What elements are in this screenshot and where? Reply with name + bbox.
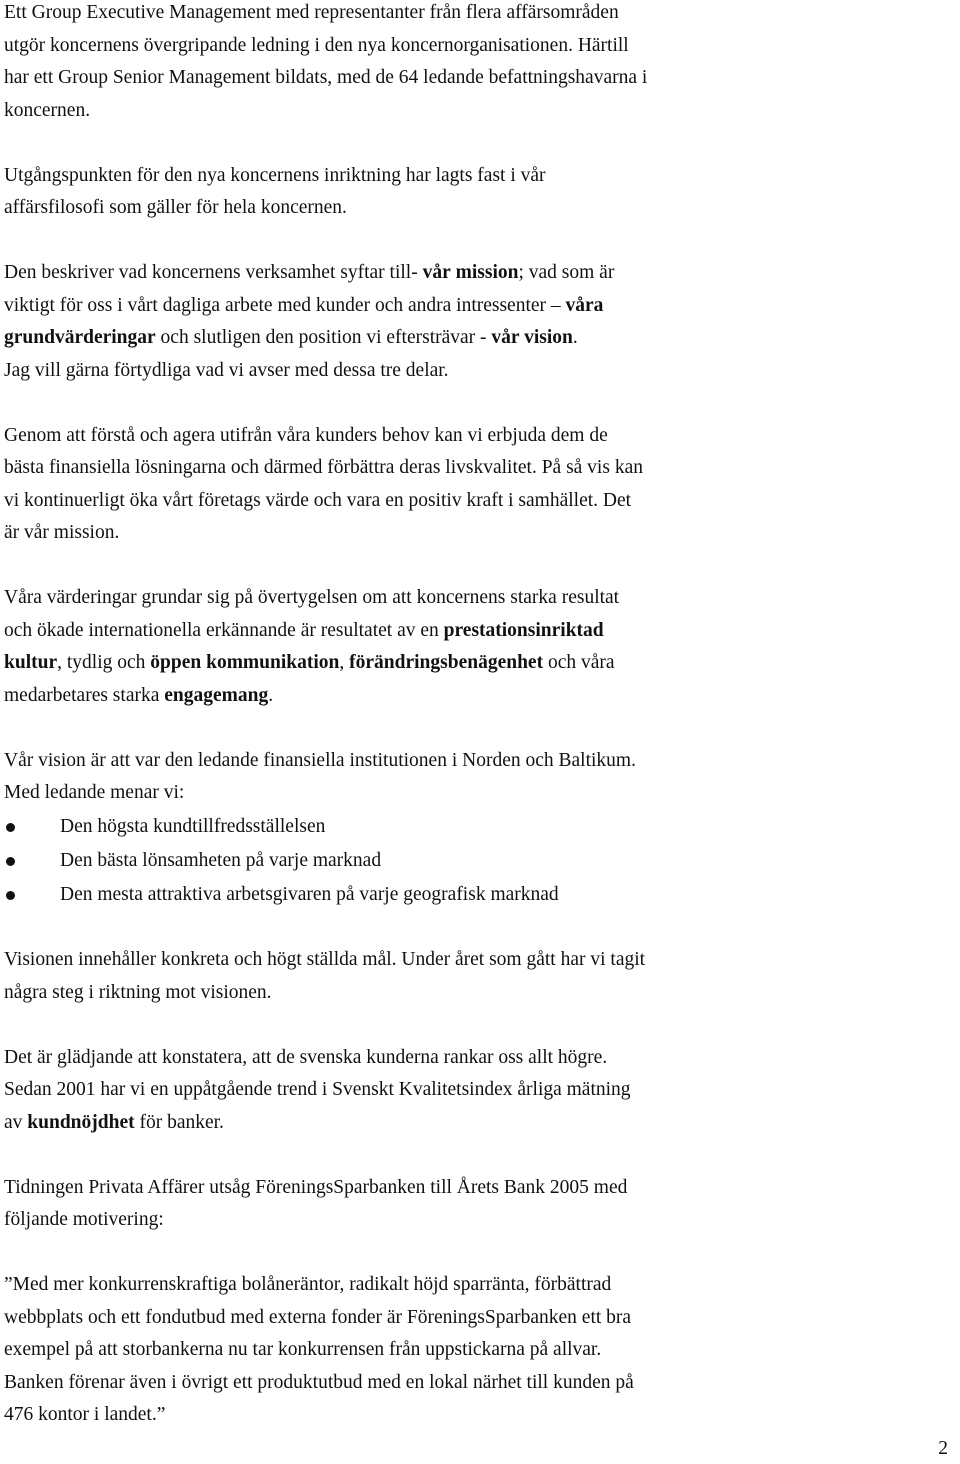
text-run: och ökade internationella erkännande är resultatet av en bbox=[4, 619, 444, 641]
bold-term-prestationsinriktad: prestationsinriktad bbox=[443, 619, 604, 641]
text-run: . bbox=[572, 327, 578, 348]
paragraph-customer-satisfaction bbox=[4, 1042, 954, 1140]
paragraph-values bbox=[4, 582, 954, 712]
text-line bbox=[4, 322, 954, 355]
text-line: Vår vision är att var den ledande finansiella institutionen i Norden och Baltikum. bbox=[4, 749, 636, 771]
text-line: bästa finansiella lösningarna och därmed förbättra deras livskvalitet. På så vis kan bbox=[4, 457, 643, 478]
list-item bbox=[4, 878, 954, 912]
text-run: Den beskriver vad koncernens verksamhet syftar till- bbox=[4, 262, 423, 283]
paragraph-mission-values-vision bbox=[4, 257, 954, 387]
text-run: , tydlig och bbox=[57, 652, 151, 673]
text-line: Genom att förstå och agera utifrån våra kunders behov kan vi erbjuda dem de bbox=[4, 424, 608, 446]
document-body bbox=[4, 0, 954, 1432]
text-line: Ett Group Executive Management med representanter från flera affärsområden bbox=[4, 2, 619, 23]
text-line bbox=[4, 1107, 954, 1140]
paragraph-vision bbox=[4, 745, 954, 810]
paragraph-vision-goals bbox=[4, 944, 954, 1009]
paragraph-mission bbox=[4, 420, 954, 550]
paragraph-gap bbox=[4, 387, 954, 420]
text-line: Våra värderingar grundar sig på övertygelsen om att koncernens starka resultat bbox=[4, 587, 620, 608]
bullet-icon bbox=[6, 857, 15, 866]
text-line: vi kontinuerligt öka vårt företags värde och vara en positiv kraft i samhället. Det bbox=[4, 489, 632, 511]
text-run: medarbetares starka bbox=[4, 684, 165, 706]
bold-term-forandringsbenagenhet: förändringsbenägenhet bbox=[349, 652, 544, 673]
bold-term-mission: mission bbox=[455, 262, 519, 283]
list-item-text: Den bästa lönsamheten på varje marknad bbox=[60, 849, 382, 871]
text-line bbox=[4, 257, 954, 290]
text-run: ; vad som är bbox=[518, 262, 615, 283]
text-line: är vår mission. bbox=[4, 522, 120, 543]
vision-bullet-list bbox=[4, 810, 954, 912]
paragraph-award bbox=[4, 1172, 954, 1237]
paragraph-gap bbox=[4, 712, 954, 745]
text-line: har ett Group Senior Management bildats, med de 64 ledande befattningshavarna i bbox=[4, 67, 648, 88]
text-run: . bbox=[268, 684, 274, 706]
text-run: och slutligen den position vi eftersträvar - bbox=[155, 327, 492, 348]
list-item-text: Den mesta attraktiva arbetsgivaren på varje geografisk marknad bbox=[60, 883, 559, 905]
text-run: , bbox=[339, 652, 350, 673]
text-line: webbplats och ett fondutbud med externa fonder är FöreningsSparbanken ett bra bbox=[4, 1306, 632, 1328]
paragraph-business-philosophy bbox=[4, 160, 954, 225]
paragraph-gap bbox=[4, 912, 954, 945]
paragraph-gap bbox=[4, 1139, 954, 1172]
text-run: och våra bbox=[543, 652, 615, 673]
text-line: Utgångspunkten för den nya koncernens inriktning har lagts fast i vår bbox=[4, 164, 546, 186]
bullet-icon bbox=[6, 823, 15, 832]
text-line: Tidningen Privata Affärer utsåg FöreningsSparbanken till Årets Bank 2005 med bbox=[4, 1176, 628, 1198]
text-line: några steg i riktning mot visionen. bbox=[4, 981, 272, 1003]
text-line: Med ledande menar vi: bbox=[4, 782, 185, 803]
bold-term-grundvarderingar: grundvärderingar bbox=[4, 327, 156, 348]
text-run: av bbox=[4, 1111, 28, 1133]
bold-term-oppen-kommunikation: öppen kommunikation bbox=[150, 652, 340, 673]
list-item-text: Den högsta kundtillfredsställelsen bbox=[60, 815, 326, 837]
text-line bbox=[4, 647, 954, 680]
bold-term-var: vår bbox=[422, 262, 451, 283]
paragraph-gap bbox=[4, 1237, 954, 1270]
text-run: viktigt för oss i vårt dagliga arbete med kunder och andra intressenter – bbox=[4, 294, 566, 316]
page-number: 2 bbox=[938, 1438, 948, 1459]
text-line: Banken förenar även i övrigt ett produktutbud med en lokal närhet till kunden på bbox=[4, 1371, 634, 1393]
paragraph-executive-management bbox=[4, 0, 954, 127]
text-line: Visionen innehåller konkreta och högt ställda mål. Under året som gått har vi tagit bbox=[4, 949, 646, 970]
text-line bbox=[4, 290, 954, 323]
paragraph-gap bbox=[4, 127, 954, 160]
text-line: Det är glädjande att konstatera, att de svenska kunderna rankar oss allt högre. bbox=[4, 1046, 608, 1068]
bold-term-var-vision: vår vision bbox=[491, 327, 573, 348]
bold-term-kultur: kultur bbox=[4, 652, 58, 673]
text-line: utgör koncernens övergripande ledning i den nya koncernorganisationen. Härtill bbox=[4, 34, 629, 56]
text-line: exempel på att storbankerna nu tar konkurrensen från uppstickarna på allvar. bbox=[4, 1339, 602, 1360]
text-line: 476 kontor i landet.” bbox=[4, 1404, 166, 1425]
paragraph-gap bbox=[4, 225, 954, 258]
bullet-icon bbox=[6, 891, 15, 900]
text-line bbox=[4, 680, 954, 713]
text-line: ”Med mer konkurrenskraftiga bolåneräntor, radikalt höjd sparränta, förbättrad bbox=[4, 1274, 612, 1295]
text-line bbox=[4, 615, 954, 648]
paragraph-gap bbox=[4, 1009, 954, 1042]
list-item bbox=[4, 810, 954, 844]
text-line: affärsfilosofi som gäller för hela koncernen. bbox=[4, 197, 347, 218]
text-run: för banker. bbox=[134, 1111, 224, 1133]
list-item bbox=[4, 844, 954, 878]
bold-term-engagemang: engagemang bbox=[164, 684, 269, 706]
text-line: Jag vill gärna förtydliga vad vi avser med dessa tre delar. bbox=[4, 359, 449, 381]
quote-motivation bbox=[4, 1269, 954, 1432]
text-line: Sedan 2001 har vi en uppåtgående trend i Svenskt Kvalitetsindex årliga mätning bbox=[4, 1079, 631, 1100]
bold-term-kundnojdhet: kundnöjdhet bbox=[27, 1111, 135, 1133]
bold-term-vara: våra bbox=[565, 294, 604, 316]
text-line: följande motivering: bbox=[4, 1209, 164, 1230]
paragraph-gap bbox=[4, 550, 954, 583]
text-line: koncernen. bbox=[4, 99, 91, 121]
